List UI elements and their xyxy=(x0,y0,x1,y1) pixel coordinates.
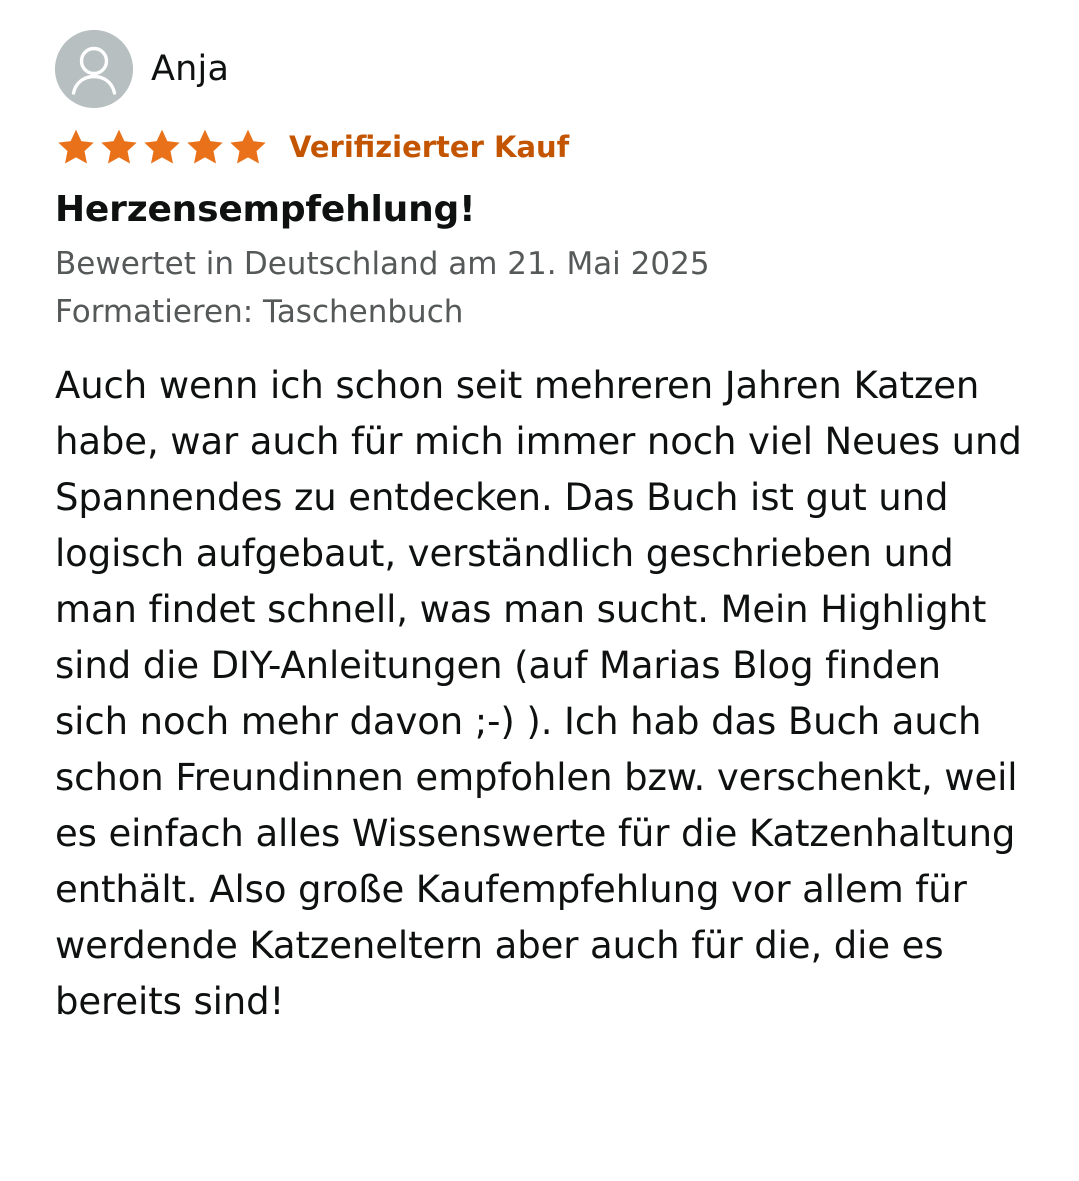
reviewer-profile[interactable] xyxy=(55,30,1024,108)
star-rating[interactable] xyxy=(55,127,269,167)
star-icon xyxy=(184,127,226,167)
rating-row xyxy=(55,126,1024,168)
reviewer-name: Anja xyxy=(151,49,230,89)
verified-purchase-badge: Verifizierter Kauf xyxy=(289,130,570,164)
avatar[interactable] xyxy=(55,30,133,108)
review-title[interactable]: Herzensempfehlung! xyxy=(55,189,476,230)
review-body-text: Auch wenn ich schon seit mehreren Jahren Katzen habe, war auch für mich immer noch viel Neues und Spannendes zu entdecken. Das Buch ist gut und logisch aufgebaut, verständlich geschrieben und man findet schnell, was man sucht. Mein Highlight sind die DIY-Anleitungen (auf Marias Blog finden sich noch mehr davon ;-) ). Ich hab das Buch auch schon Freundinnen empfohlen bzw. verschenkt, weil es einfach alles Wissenswerte für die Katzenhaltung enthält. Also große Kaufempfehlung vor allem für werdende Katzeneltern aber auch für die, die es bereits sind! xyxy=(55,364,1022,1023)
review-format: Formatieren: Taschenbuch xyxy=(55,294,464,330)
star-icon xyxy=(141,127,183,167)
user-avatar-icon xyxy=(55,30,133,108)
star-icon xyxy=(98,127,140,167)
star-icon xyxy=(55,127,97,167)
review-date-location: Bewertet in Deutschland am 21. Mai 2025 xyxy=(55,246,710,282)
star-icon xyxy=(227,127,269,167)
